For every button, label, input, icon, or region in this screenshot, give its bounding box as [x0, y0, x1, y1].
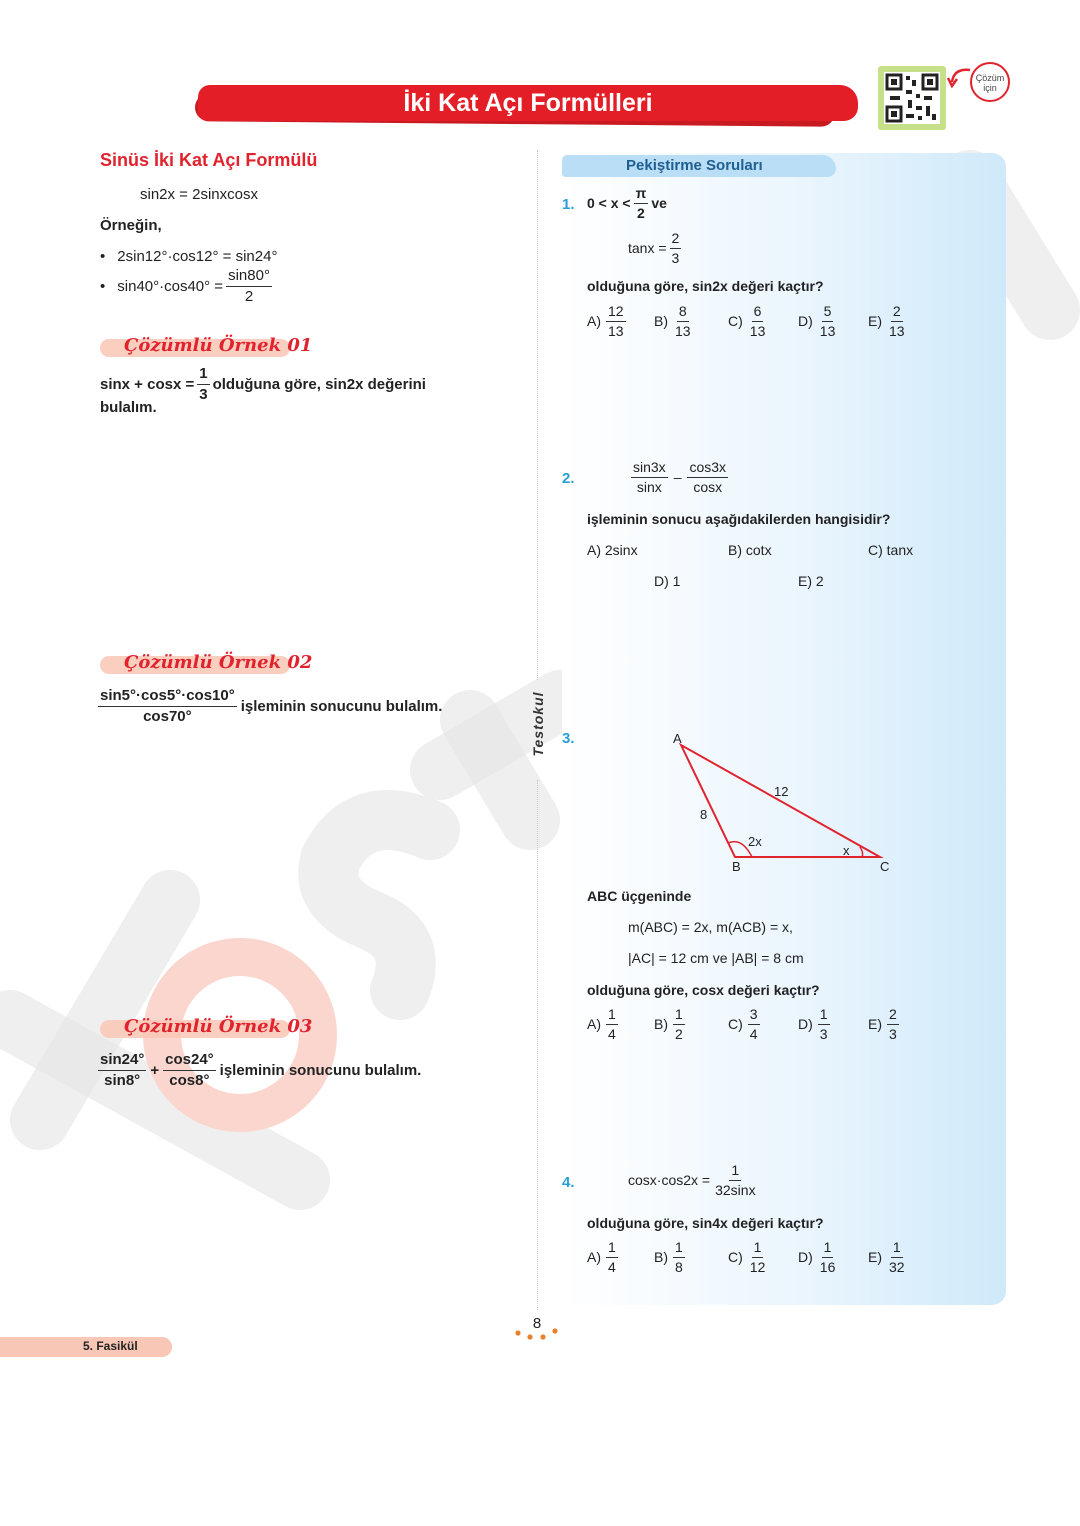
- fraction-numerator: cos3x: [687, 460, 728, 478]
- bullet-1-text: 2sin12°·cos12° = sin24°: [117, 248, 278, 265]
- q2-fraction-2: [687, 460, 728, 494]
- option-label: A): [587, 1249, 601, 1266]
- fraction-numerator: 1: [606, 1240, 618, 1258]
- question-1-tan: [628, 231, 684, 265]
- q4-eq-pre: cosx·cos2x =: [628, 1172, 711, 1189]
- fraction-numerator: 5: [822, 304, 834, 322]
- fraction-denominator: 13: [889, 322, 905, 339]
- fraction-denominator: 16: [819, 1258, 836, 1275]
- fraction-numerator: 2: [887, 1007, 899, 1025]
- q1-cond-pre: 0 < x <: [587, 195, 631, 212]
- q4-option-d[interactable]: [798, 1240, 840, 1274]
- option-label: A): [587, 1016, 601, 1033]
- panel-title: Pekiştirme Soruları: [626, 157, 763, 174]
- triangle-abc: [681, 745, 880, 857]
- q3-option-d[interactable]: [798, 1007, 833, 1041]
- option-label: A): [587, 313, 601, 330]
- option-label: B): [654, 313, 668, 330]
- question-3-line2: m(ABC) = 2x, m(ACB) = x,: [628, 919, 793, 935]
- angle-b-label: 2x: [748, 834, 762, 849]
- q2-option-b[interactable]: B) cotx: [728, 542, 772, 558]
- fraction-numerator: 1: [673, 1240, 685, 1258]
- fraction-denominator: 4: [608, 1025, 616, 1042]
- fraction-numerator: sin5°·cos5°·cos10°: [98, 688, 237, 707]
- section-title: Sinüs İki Kat Açı Formülü: [100, 150, 318, 170]
- fraction-denominator: 13: [749, 322, 766, 339]
- fraction-denominator: cos70°: [143, 707, 192, 725]
- q4-option-b[interactable]: [654, 1240, 688, 1274]
- fraction-numerator: 1: [197, 366, 209, 385]
- qr-label-line2: için: [983, 83, 997, 93]
- fraction-denominator: 2: [244, 287, 254, 305]
- fraction-denominator: 13: [608, 322, 624, 339]
- question-1-number: 1.: [562, 196, 575, 213]
- fraction-numerator: 12: [606, 304, 626, 322]
- fraction-numerator: sin24°: [98, 1052, 146, 1071]
- q1-pi-fraction: [634, 186, 649, 220]
- example-03-fraction-2: [163, 1052, 216, 1089]
- fraction-numerator: sin80°: [226, 268, 272, 287]
- qr-label-badge: [970, 62, 1010, 102]
- fraction-denominator: 13: [819, 322, 836, 339]
- page-number: 8: [532, 1315, 542, 1332]
- fraction-numerator: sin3x: [631, 460, 668, 478]
- q1-option-e[interactable]: [868, 304, 910, 338]
- qr-code[interactable]: [878, 66, 946, 130]
- question-2-number: 2.: [562, 470, 575, 487]
- q3-option-b[interactable]: [654, 1007, 688, 1041]
- example-03-post: işleminin sonucunu bulalım.: [219, 1061, 422, 1079]
- fraction-numerator: 8: [677, 304, 689, 322]
- q1-cond-post: ve: [651, 195, 667, 212]
- q1-tan-fraction: [670, 231, 682, 265]
- page-title: İki Kat Açı Formülleri: [198, 85, 858, 121]
- question-2-expression: [628, 460, 731, 494]
- q4-fraction: [713, 1163, 757, 1197]
- fraction-denominator: sin8°: [104, 1071, 141, 1089]
- example-01-line2: bulalım.: [100, 399, 157, 416]
- fraction-numerator: 1: [673, 1007, 685, 1025]
- fraction-numerator: 2: [891, 304, 903, 322]
- q1-tan-pre: tanx =: [628, 240, 667, 257]
- option-label: E): [868, 313, 882, 330]
- example-01-fraction: [197, 366, 209, 403]
- plus-sign: +: [150, 1061, 160, 1079]
- qr-label-line1: Çözüm: [975, 73, 1005, 83]
- question-3-number: 3.: [562, 730, 575, 747]
- question-1-options: [587, 304, 927, 344]
- fraction-denominator: 8: [675, 1258, 683, 1275]
- fraction-denominator: 4: [608, 1258, 616, 1275]
- option-label: B): [654, 1016, 668, 1033]
- question-4-options: [587, 1240, 927, 1280]
- angle-c-arc: [860, 847, 863, 857]
- fraction-denominator: 12: [749, 1258, 766, 1275]
- question-2-text: işleminin sonucu aşağıdakilerden hangisidir?: [587, 511, 891, 527]
- fraction-numerator: 1: [891, 1240, 903, 1258]
- q2-fraction-1: [631, 460, 668, 494]
- bullet-2: • sin40°·cos40° = $\frac{\sin 80^\circ}{2}$: [100, 267, 270, 305]
- angle-c-label: x: [843, 843, 850, 858]
- option-label: D): [798, 313, 813, 330]
- fraction-denominator: cosx: [693, 478, 723, 495]
- option-label: C): [728, 1016, 743, 1033]
- example-01-post: olduğuna göre, sin2x değerini: [212, 375, 426, 393]
- example-02-post: işleminin sonucunu bulalım.: [240, 697, 443, 715]
- fraction-denominator: cos8°: [169, 1071, 210, 1089]
- fraction-numerator: 1: [606, 1007, 618, 1025]
- fraction-numerator: 1: [752, 1240, 764, 1258]
- q4-option-a[interactable]: [587, 1240, 621, 1274]
- example-01-tag: Çözümlü Örnek 01: [124, 335, 313, 356]
- fraction-numerator: 1: [729, 1163, 741, 1181]
- vertex-b-label: B: [732, 859, 741, 874]
- question-1-text: olduğuna göre, sin2x değeri kaçtır?: [587, 278, 824, 294]
- fascicle-label: 5. Fasikül: [83, 1339, 138, 1353]
- fraction-denominator: 3: [671, 249, 680, 266]
- fraction-denominator: sinx: [636, 478, 662, 495]
- q3-option-c[interactable]: [728, 1007, 763, 1041]
- brand-vertical: Testokul: [530, 691, 546, 757]
- example-01-pre: sinx + cosx =: [100, 375, 195, 393]
- double-angle-formula: sin2x = 2sinxcosx: [140, 186, 258, 203]
- bullet-2-text: sin40°·cos40° =: [117, 277, 224, 295]
- fraction-numerator: π: [634, 186, 649, 204]
- example-02-tag: Çözümlü Örnek 02: [124, 652, 313, 673]
- example-01-text: [100, 366, 426, 403]
- q3-option-e[interactable]: [868, 1007, 902, 1041]
- question-4-equation: [628, 1163, 761, 1197]
- minus-sign: –: [673, 469, 682, 486]
- fraction-denominator: 13: [675, 322, 691, 339]
- question-4-number: 4.: [562, 1174, 575, 1191]
- option-label: D): [798, 1016, 813, 1033]
- bullet-1: • 2sin12°·cos12° = sin24°: [100, 248, 278, 265]
- q1-option-b[interactable]: [654, 304, 696, 338]
- bullet-2-fraction: [226, 268, 272, 305]
- fraction-denominator: 3: [819, 1025, 828, 1042]
- fraction-denominator: 32sinx: [715, 1181, 756, 1198]
- q2-option-d[interactable]: D) 1: [654, 573, 681, 589]
- question-3-options: [587, 1007, 927, 1047]
- fraction-denominator: 2: [637, 204, 645, 221]
- example-02-fraction: [98, 688, 237, 725]
- q2-option-c[interactable]: C) tanx: [868, 542, 914, 558]
- option-label: B): [654, 1249, 668, 1266]
- question-3-line3: |AC| = 12 cm ve |AB| = 8 cm: [628, 950, 804, 966]
- fraction-numerator: 2: [670, 231, 682, 249]
- example-03-fraction-1: [98, 1052, 146, 1089]
- question-4-text: olduğuna göre, sin4x değeri kaçtır?: [587, 1215, 824, 1231]
- option-label: D): [798, 1249, 813, 1266]
- side-ac-label: 12: [774, 784, 789, 799]
- option-label: E): [868, 1249, 882, 1266]
- question-3-line1: ABC üçgeninde: [587, 888, 692, 904]
- vertex-a-label: A: [673, 731, 682, 746]
- q1-option-d[interactable]: [798, 304, 840, 338]
- fraction-numerator: 3: [748, 1007, 760, 1025]
- fraction-denominator: 2: [675, 1025, 683, 1042]
- q1-option-c[interactable]: [728, 304, 770, 338]
- q3-option-a[interactable]: [587, 1007, 621, 1041]
- page-dots-icon: [512, 1326, 562, 1342]
- option-label: C): [728, 313, 743, 330]
- example-02-text: [98, 688, 442, 725]
- fraction-denominator: 32: [889, 1258, 905, 1275]
- question-1-condition: [587, 186, 667, 220]
- side-ab-label: 8: [700, 807, 708, 822]
- q4-option-c[interactable]: [728, 1240, 770, 1274]
- fraction-numerator: 1: [818, 1007, 830, 1025]
- qr-code-icon: [878, 66, 946, 130]
- q4-option-e[interactable]: [868, 1240, 910, 1274]
- vertex-c-label: C: [880, 859, 890, 874]
- example-03-tag: Çözümlü Örnek 03: [124, 1016, 313, 1037]
- question-3-text: olduğuna göre, cosx değeri kaçtır?: [587, 982, 820, 998]
- example-03-text: [98, 1052, 421, 1089]
- fraction-numerator: cos24°: [163, 1052, 216, 1071]
- fraction-numerator: 6: [752, 304, 764, 322]
- q2-option-a[interactable]: A) 2sinx: [587, 542, 638, 558]
- fraction-denominator: 3: [889, 1025, 897, 1042]
- example-label: Örneğin,: [100, 217, 162, 234]
- q1-option-a[interactable]: [587, 304, 629, 338]
- q2-option-e[interactable]: E) 2: [798, 573, 824, 589]
- fraction-numerator: 1: [822, 1240, 834, 1258]
- column-divider: [537, 150, 538, 680]
- column-divider-lower: [537, 780, 538, 1310]
- option-label: C): [728, 1249, 743, 1266]
- fraction-denominator: 4: [749, 1025, 758, 1042]
- triangle-diagram: [660, 725, 910, 880]
- fraction-denominator: 3: [199, 385, 208, 403]
- option-label: E): [868, 1016, 882, 1033]
